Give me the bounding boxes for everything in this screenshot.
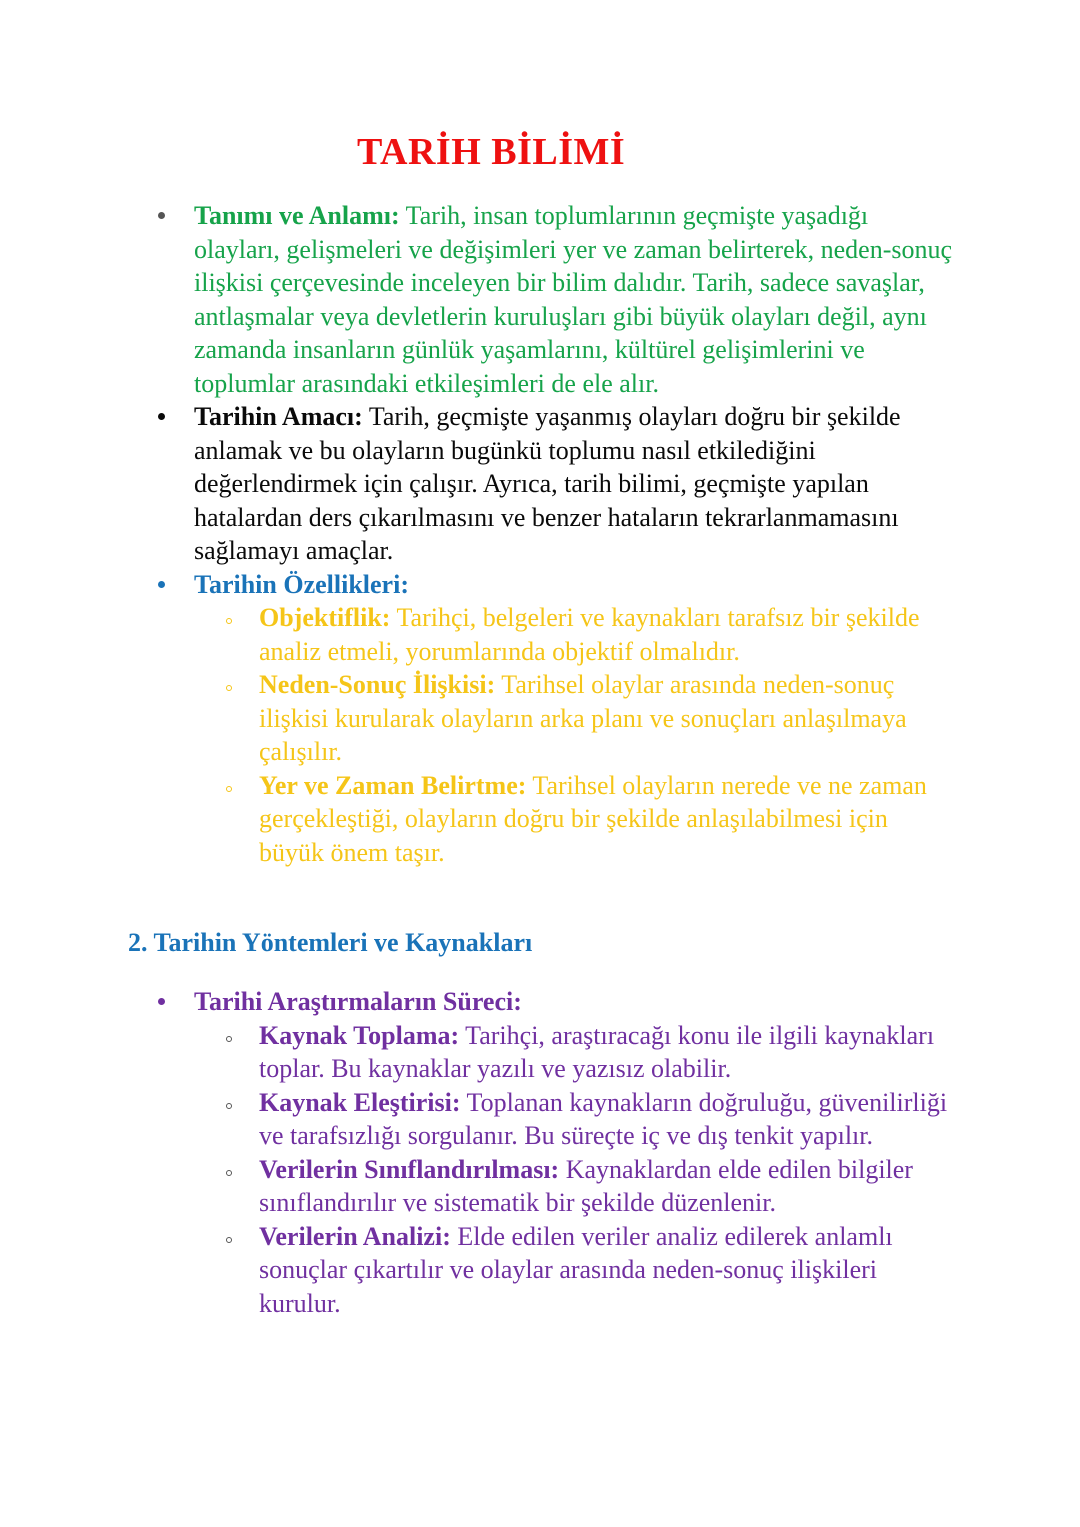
item-label: Tarihin Özellikleri: xyxy=(194,569,409,599)
bullet-icon xyxy=(158,212,165,219)
sub-item-text: Tarihsel olayların nerede ve ne zaman gerçekleştiği, olayların doğru bir şekilde anlaşılabilmesi için büyük önem taşır. xyxy=(259,770,927,867)
sub-item-cause-effect xyxy=(0,668,959,769)
sub-item-text: Toplanan kaynakların doğruluğu, güvenilirliği ve tarafsızlığı sorgulanır. Bu süreçte iç ve dış tenkit yapılır. xyxy=(259,1087,948,1150)
sub-item-label: Verilerin Analizi: xyxy=(259,1221,451,1251)
sub-item-label: Neden-Sonuç İlişkisi: xyxy=(259,670,496,699)
sub-item-objectivity xyxy=(0,601,959,668)
ring-bullet-icon xyxy=(226,1170,232,1176)
ring-bullet-icon xyxy=(226,1103,232,1109)
sub-item-data-analysis xyxy=(0,1220,959,1321)
sub-item-text: Tarihçi, belgeleri ve kaynakları tarafsız bir şekilde analiz etmeli, yorumlarında objektif olmalıdır. xyxy=(259,603,920,666)
sub-item-text: Tarihsel olaylar arasında neden-sonuç ilişkisi kurularak olayların arka planı ve sonuçları anlaşılmaya çalışılır. xyxy=(259,670,907,766)
section2-list xyxy=(0,985,1080,1320)
item-label: Tarihi Araştırmaların Süreci: xyxy=(194,987,522,1016)
ring-bullet-icon xyxy=(226,1036,232,1042)
list-item-research-process xyxy=(0,985,954,1019)
sub-item-place-time xyxy=(0,769,959,870)
sub-item-text: Kaynaklardan elde edilen bilgiler sınıflandırılır ve sistematik bir şekilde düzenlenir. xyxy=(259,1154,913,1217)
item-label: Tanımı ve Anlamı: xyxy=(194,201,400,230)
sub-item-label: Kaynak Toplama: xyxy=(259,1020,460,1050)
sub-item-data-classification xyxy=(0,1153,959,1220)
section1-list xyxy=(0,199,1080,869)
sub-item-text: Tarihçi, araştıracağı konu ile ilgili kaynakları toplar. Bu kaynaklar yazılı ve yazısız olabilir. xyxy=(259,1020,935,1083)
ring-bullet-icon xyxy=(226,685,232,691)
sub-item-source-criticism xyxy=(0,1086,959,1153)
sub-item-label: Objektiflik: xyxy=(259,603,391,632)
sub-item-source-collection xyxy=(0,1019,959,1086)
item-text: Tarih, geçmişte yaşanmış olayları doğru bir şekilde anlamak ve bu olayların bugünkü toplumu nasıl etkilediğini değerlendirmek için çalışır. Ayrıca, tarih bilimi, geçmişte yapılan hatalardan ders çıkarılmasını ve benzer hataların tekrarlanmamasını sağlamayı amaçlar. xyxy=(194,402,901,565)
bullet-icon xyxy=(158,413,165,420)
sub-item-text: Elde edilen veriler analiz edilerek anlamlı sonuçlar çıkartılır ve olaylar arasında neden-sonuç ilişkileri kurulur. xyxy=(259,1221,893,1318)
list-item-definition xyxy=(0,199,954,400)
page-title: TARİH BİLİMİ xyxy=(357,131,626,173)
item-text: Tarih, insan toplumlarının geçmişte yaşadığı olayları, gelişmeleri ve değişimleri yer ve zaman belirterek, neden-sonuç ilişkisi çerçevesinde inceleyen bir bilim dalıdır. Tarih, sadece savaşlar, antlaşmalar veya devletlerin kuruluşları gibi büyük olayları değil, aynı zamanda insanların günlük yaşamlarını, kültürel gelişimlerini ve toplumlar arasındaki etkileşimleri de ele alır. xyxy=(194,201,953,398)
sub-item-label: Kaynak Eleştirisi: xyxy=(259,1087,461,1117)
item-label: Tarihin Amacı: xyxy=(194,402,363,431)
ring-bullet-icon xyxy=(226,786,232,792)
sub-item-label: Yer ve Zaman Belirtme: xyxy=(259,770,527,800)
ring-bullet-icon xyxy=(226,618,232,624)
ring-bullet-icon xyxy=(226,1237,232,1243)
section-heading: 2. Tarihin Yöntemleri ve Kaynakları xyxy=(128,928,533,957)
bullet-icon xyxy=(158,581,165,588)
bullet-icon xyxy=(158,998,165,1005)
list-item-purpose xyxy=(0,400,954,568)
list-item-features xyxy=(0,568,954,602)
sub-item-label: Verilerin Sınıflandırılması: xyxy=(259,1154,560,1184)
